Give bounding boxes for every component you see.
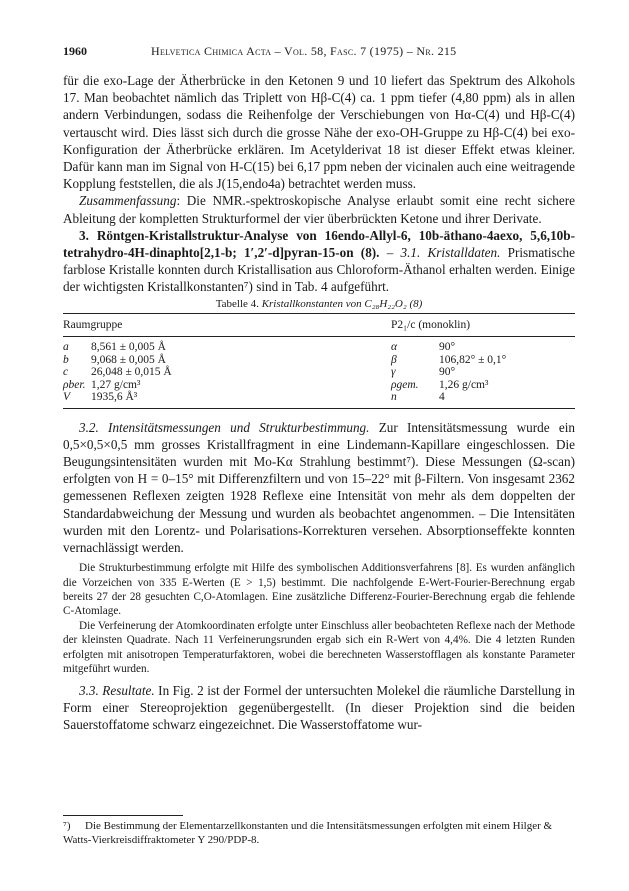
table-cell-value: 106,82° ± 0,1° (439, 353, 507, 366)
footnote-rule (63, 815, 183, 816)
section-32-text: Zur Intensitätsmessung wurde ein 0,5×0,5×0,5 mm grosses Kristallfragment in eine Lindemann-Kapillare eingeschlossen. Die Beugungsintensitäten wurden mit Mo-Kα Strahlung bestimmt⁷). Diese Messungen (Ω-scan) erfolgten von H = 0–15° mit Differenzfiltern und von 15–22° mit β-Filtern. Von insgesamt 2362 gemessenen Reflexen zeigten 1928 Reflexe eine Intensität von mehr als dem doppelten der Standardabweichung der Messung und wurden als beobachtet angenommen. – Die Intensitäten wurden mit den Lorentz- und Polarisations-Korrekturen versehen. Absorptionseffekte konnten vernachlässigt werden. (63, 419, 575, 556)
small-paragraph-2: Die Verfeinerung der Atomkoordinaten erfolgte unter Einschluss aller beobachteten Reflexe nach der Methode der kleinsten Quadrate. Nach 11 Verfeinerungsrunden ergab sich ein R-Wert von 4,4%. Die 4 letzten Runden erfolgten mit anisotropen Temperaturfaktoren, wobei die berechneten Wasserstofflagen als konstante Parameter mitgeführt wurden. (63, 619, 575, 676)
section-31-label: – 3.1. Kristalldaten. (386, 245, 501, 261)
table-cell-value: 8,561 ± 0,005 Å (91, 341, 166, 354)
table-cell-value: 90° (439, 366, 456, 379)
summary-label: Zusammenfassung (79, 193, 177, 209)
table-cell-value: 26,048 ± 0,015 Å (91, 366, 172, 379)
table-cell-value: 4 (439, 391, 575, 408)
table-cell-symbol: c (63, 366, 69, 379)
table-row (63, 366, 575, 379)
section-33-paragraph (63, 682, 575, 734)
section-31-text: Prismatische farblose Kristalle konnten durch Kristallisation aus Chloroform-Äthanol erhalten werden. Einige der wichtigsten Kristallkonstanten⁷) sind in Tab. 4 aufgeführt. (63, 245, 576, 295)
footnote (63, 815, 575, 847)
small-paragraph-1: Die Strukturbestimmung erfolgte mit Hilfe des symbolischen Additionsverfahrens [8]. Es wurden anfänglich die Vorzeichen von 335 E-Werten (E > 1,5) bestimmt. Die nachfolgende E-Wert-Fourier-Berechnung ergab bereits 27 der 28 gesuchten C,O-Atomlagen. Eine zusätzliche Differenz-Fourier-Berechnung ergab die fehlende C-Atomlage. (63, 562, 575, 618)
table-cell-symbol: a (63, 341, 69, 354)
table-cell-value: 1,27 g/cm³ (91, 378, 141, 391)
crystal-constants-table (63, 313, 575, 409)
section-32-paragraph (63, 419, 575, 557)
table-cell-value: 90° (439, 341, 456, 354)
table-cell-symbol: n (391, 391, 439, 408)
section-3-paragraph (63, 227, 575, 296)
table-header-row (63, 313, 575, 337)
table-cell-symbol: α (391, 341, 398, 354)
table-cell-symbol: γ (391, 366, 396, 379)
table-row (63, 337, 575, 354)
table-cell-value: 9,068 ± 0,005 Å (91, 353, 166, 366)
table-row (63, 391, 575, 408)
running-title: Helvetica Chimica Acta – Vol. 58, Fasc. 7 (1975) – Nr. 215 (151, 44, 457, 58)
table-cell-value: 1,26 g/cm³ (439, 378, 489, 391)
table-cell-symbol: b (63, 353, 69, 366)
section-33-label: 3.3. Resultate. (79, 682, 155, 698)
table-header-left: Raumgruppe (63, 313, 281, 337)
table-caption-title: Kristallkonstanten von C₂₈H₂₂O₂ (8) (261, 297, 423, 310)
paragraph-1: für die exo-Lage der Ätherbrücke in den Ketonen 9 und 10 liefert das Spektrum des Alkohols 17. Man beobachtet nämlich das Triplett von Hβ-C(4) ca. 1 ppm tiefer (4,80 ppm) als in allen andern Verbindungen, sodass die Reihenfolge der Verschiebungen von Hα-C(4) und Hβ-C(4) vertauscht wird. Dies lässt sich durch die grosse Nähe der exo-OH-Gruppe zu Hβ-C(4) bei exo-Konfiguration der Ätherbrücke erklären. Im Acetylderivat 18 ist dieser Effekt etwas kleiner. Dafür kann man im Signal von H-C(15) bei 6,17 ppm neben der vicinalen auch eine weitragende Kopplung feststellen, die als J(15,endo4a) betrachtet werden muss. (63, 73, 575, 192)
table-caption (63, 297, 575, 311)
section-33-text: In Fig. 2 ist der Formel der untersuchten Molekel die räumliche Darstellung in Form einer Stereoprojektion gegenübergestellt. (In dieser Projektion sind die beiden Sauerstoffatome schwarz eingezeichnet. Die Wasserstoffatome wur- (63, 682, 575, 732)
small-print-block (63, 561, 575, 676)
page-number: 1960 (63, 44, 87, 58)
table-cell-symbol: ρber. (63, 378, 86, 391)
table-caption-prefix: Tabelle 4. (215, 297, 259, 310)
footnote-text: Die Bestimmung der Elementarzellkonstanten und die Intensitätsmessungen erfolgten mit einem Hilger & Watts-Vierkreisdiffraktometer Y 290/PDP-8. (63, 820, 553, 846)
section-32-label: 3.2. Intensitätsmessungen und Strukturbestimmung. (79, 419, 370, 435)
table-row (63, 354, 575, 367)
summary-text: : Die NMR.-spektroskopische Analyse erlaubt somit eine recht sichere Ableitung der kompletten Strukturformel der vier überbrückten Ketone und ihrer Derivate. (63, 193, 575, 226)
section-3-title: 3. Röntgen-Kristallstruktur-Analyse von 16endo-Allyl-6, 10b-äthano-4aexo, 5,6,10b-tetrahydro-4H-dinaphto[2,1-b; 1′,2′-d]pyran-15-on (8). (63, 227, 575, 261)
table-row (63, 379, 575, 392)
footnote-mark: ⁷) (63, 820, 71, 832)
table-cell-symbol: V (63, 391, 91, 408)
summary-paragraph (63, 192, 575, 226)
table-cell-symbol: β (391, 353, 397, 366)
table-cell-symbol: ρgem. (391, 378, 419, 391)
table-cell-value: 1935,6 Å³ (91, 391, 281, 408)
main-text (63, 72, 575, 733)
table-header-right: P2₁/c (monoklin) (391, 313, 575, 337)
